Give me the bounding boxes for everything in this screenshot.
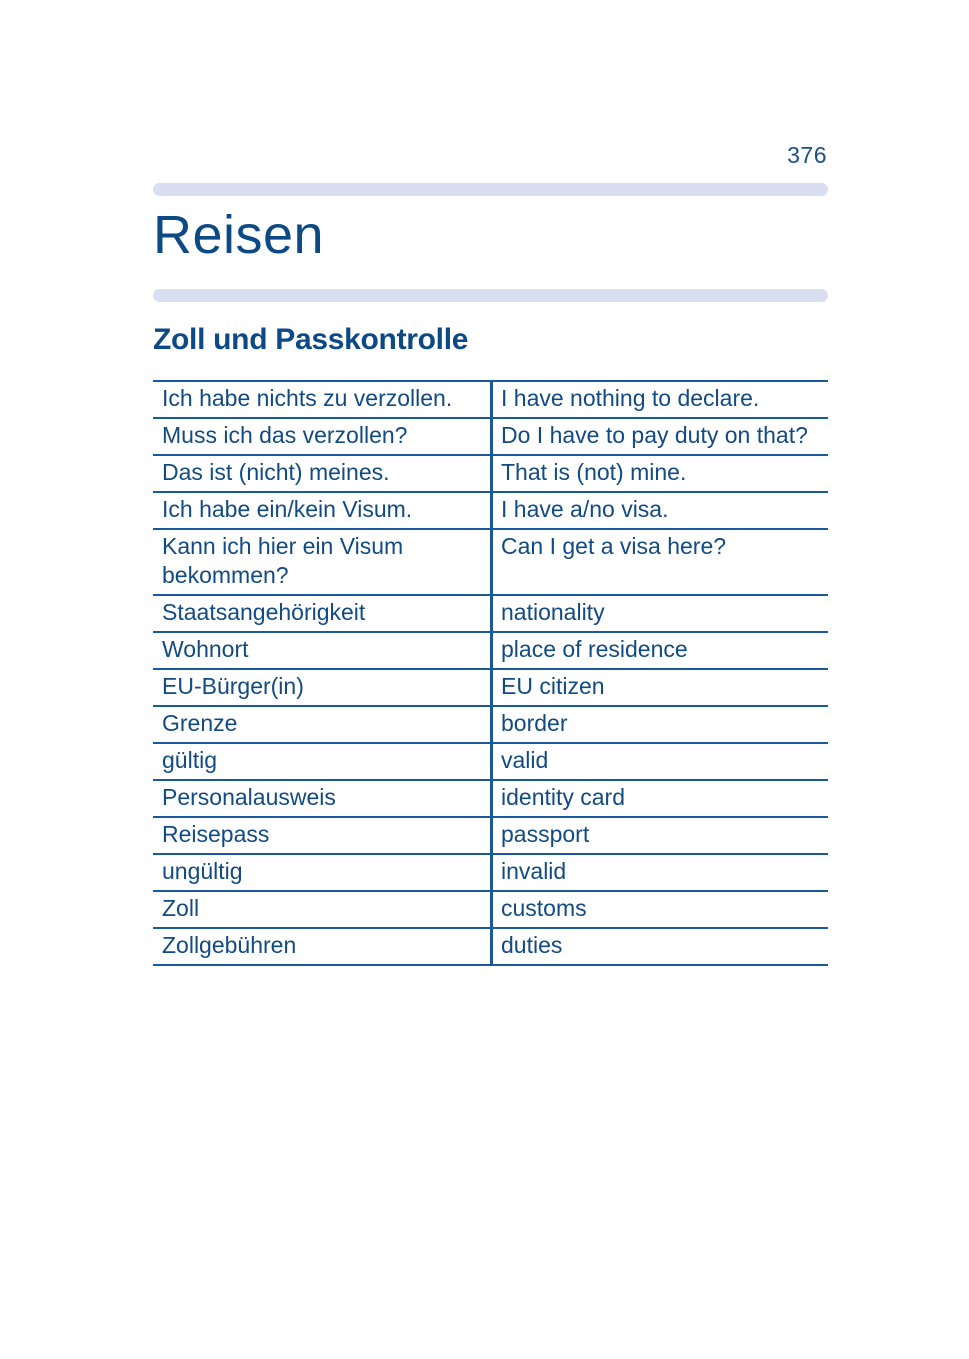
top-divider bbox=[153, 183, 828, 196]
table-row bbox=[153, 891, 828, 928]
table-row bbox=[153, 492, 828, 529]
table-row bbox=[153, 632, 828, 669]
english-translation: valid bbox=[492, 743, 829, 780]
table-row bbox=[153, 381, 828, 418]
section-title: Zoll und Passkontrolle bbox=[153, 323, 469, 356]
table-row bbox=[153, 595, 828, 632]
table-row bbox=[153, 743, 828, 780]
german-phrase: Grenze bbox=[153, 706, 492, 743]
english-translation: identity card bbox=[492, 780, 829, 817]
table-row bbox=[153, 455, 828, 492]
german-phrase: Kann ich hier ein Visum bekommen? bbox=[153, 529, 492, 595]
german-phrase: Muss ich das verzollen? bbox=[153, 418, 492, 455]
german-phrase: gültig bbox=[153, 743, 492, 780]
table-row bbox=[153, 780, 828, 817]
bottom-divider bbox=[153, 289, 828, 302]
german-phrase: Reisepass bbox=[153, 817, 492, 854]
german-phrase: Das ist (nicht) meines. bbox=[153, 455, 492, 492]
english-translation: passport bbox=[492, 817, 829, 854]
english-translation: I have nothing to declare. bbox=[492, 381, 829, 418]
english-translation: nationality bbox=[492, 595, 829, 632]
table-row bbox=[153, 418, 828, 455]
vocabulary-table bbox=[153, 380, 828, 966]
table-row bbox=[153, 854, 828, 891]
german-phrase: Zollgebühren bbox=[153, 928, 492, 965]
table-row bbox=[153, 706, 828, 743]
english-translation: Do I have to pay duty on that? bbox=[492, 418, 829, 455]
table-row bbox=[153, 529, 828, 595]
english-translation: EU citizen bbox=[492, 669, 829, 706]
german-phrase: ungültig bbox=[153, 854, 492, 891]
english-translation: customs bbox=[492, 891, 829, 928]
german-phrase: Zoll bbox=[153, 891, 492, 928]
table-row bbox=[153, 928, 828, 965]
german-phrase: Wohnort bbox=[153, 632, 492, 669]
table-row bbox=[153, 817, 828, 854]
german-phrase: Ich habe ein/kein Visum. bbox=[153, 492, 492, 529]
english-translation: I have a/no visa. bbox=[492, 492, 829, 529]
english-translation: invalid bbox=[492, 854, 829, 891]
german-phrase: Ich habe nichts zu verzollen. bbox=[153, 381, 492, 418]
page-number: 376 bbox=[787, 142, 827, 168]
table-row bbox=[153, 669, 828, 706]
german-phrase: Personalausweis bbox=[153, 780, 492, 817]
english-translation: border bbox=[492, 706, 829, 743]
german-phrase: Staatsangehörigkeit bbox=[153, 595, 492, 632]
english-translation: place of residence bbox=[492, 632, 829, 669]
german-phrase: EU-Bürger(in) bbox=[153, 669, 492, 706]
english-translation: Can I get a visa here? bbox=[492, 529, 829, 595]
chapter-title: Reisen bbox=[153, 205, 325, 265]
english-translation: duties bbox=[492, 928, 829, 965]
english-translation: That is (not) mine. bbox=[492, 455, 829, 492]
